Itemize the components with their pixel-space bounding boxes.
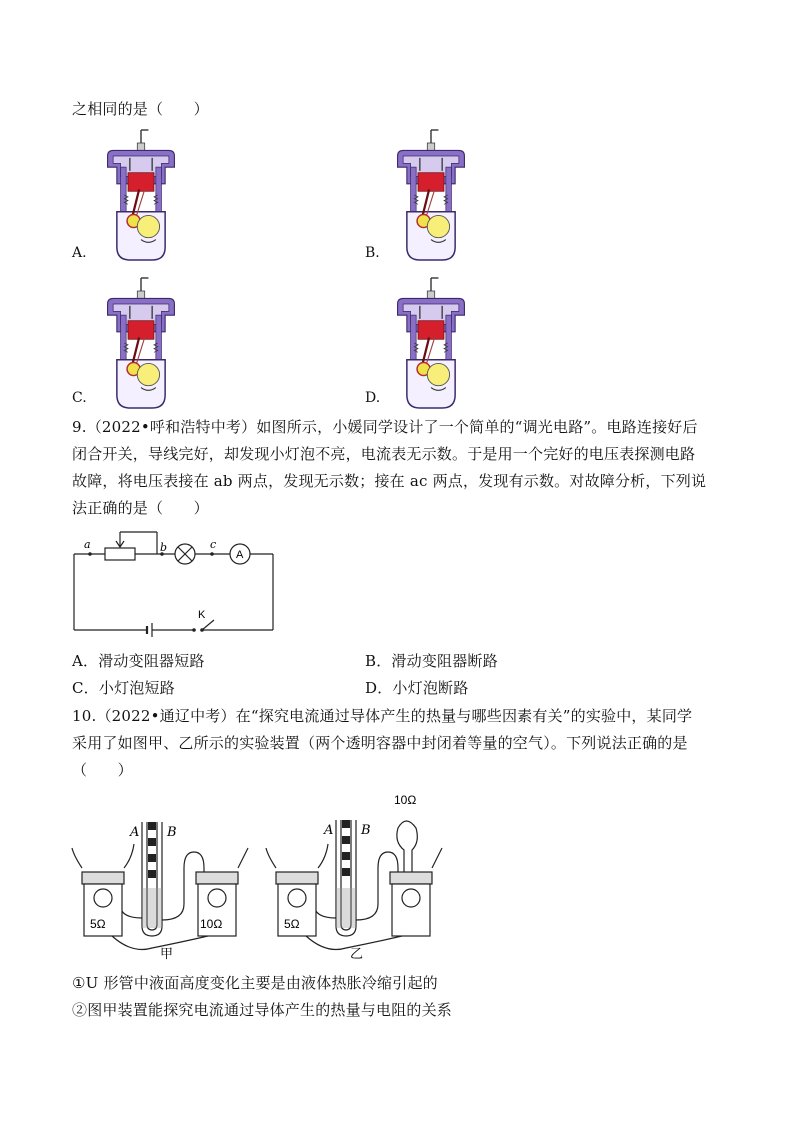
q9-option-c: C．小灯泡短路 (72, 679, 175, 697)
resistor-10-external-label: 10Ω (394, 793, 417, 807)
option-label-a: A. (72, 245, 87, 261)
tube-label-a-yi: A (324, 823, 334, 838)
resistor-5-label-yi: 5Ω (284, 917, 300, 931)
tube-label-b-yi: B (361, 823, 371, 838)
tube-label-a: A (130, 825, 140, 840)
question-stem-continuation: 之相同的是（ ） (72, 100, 209, 118)
option-label-b: B. (365, 245, 380, 261)
q9-line-4: 法正确的是（ ） (72, 499, 209, 517)
q10-line-3: （ ） (72, 761, 133, 779)
q10-line-2: 采用了如图甲、乙所示的实验装置（两个透明容器中封闭着等量的空气）。下列说法正确的是 (72, 734, 688, 752)
q9-line-2: 闭合开关，导线完好，却发现小灯泡不亮，电流表无示数。于是用一个完好的电压表探测电路 (72, 445, 696, 463)
tube-label-b: B (167, 825, 177, 840)
engine-diagram-c (96, 278, 186, 408)
ammeter-label: A (236, 549, 244, 561)
circuit-diagram (70, 528, 280, 638)
q9-line-3: 故障，将电压表接在 ab 两点，发现无示数；接在 ac 两点，发现有示数。对故障分析，下列说 (72, 472, 707, 490)
q10-statement-2: ②图甲装置能探究电流通过导体产生的热量与电阻的关系 (72, 1001, 453, 1019)
q10-statement-1: ①U 形管中液面高度变化主要是由液体热胀冷缩引起的 (72, 974, 438, 992)
figure-yi-caption: 乙 (350, 947, 364, 962)
resistor-10-label: 10Ω (200, 917, 223, 931)
q9-option-b: B．滑动变阻器断路 (365, 652, 498, 670)
q10-line-1: 10.（2022•通辽中考）在“探究电流通过导体产生的热量与哪些因素有关”的实验中，某同学 (72, 707, 693, 725)
point-c-label: c (210, 538, 217, 551)
engine-diagram-a (96, 130, 186, 260)
resistor-5-label: 5Ω (90, 917, 106, 931)
figure-jia (72, 808, 252, 962)
q9-line-1: 9.（2022•呼和浩特中考）如图所示，小媛同学设计了一个简单的“调光电路”。电路连接好后 (72, 418, 698, 436)
switch-label: K (198, 609, 206, 621)
q9-option-a: A．滑动变阻器短路 (72, 652, 205, 670)
engine-diagram-d (386, 278, 476, 408)
point-b-label: b (160, 541, 168, 554)
option-label-c: C. (72, 390, 87, 406)
point-a-label: a (84, 538, 91, 551)
figure-jia-caption: 甲 (160, 947, 174, 962)
option-label-d: D. (365, 390, 381, 406)
figure-yi (266, 790, 446, 960)
q9-option-d: D．小灯泡断路 (365, 679, 469, 697)
engine-diagram-b (386, 130, 476, 260)
